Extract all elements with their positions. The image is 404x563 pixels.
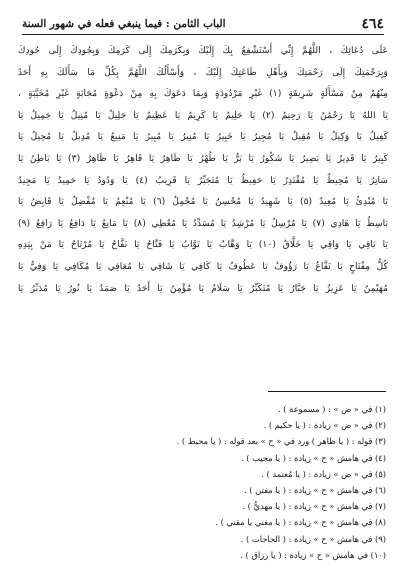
page-header [22, 14, 384, 35]
footnote: (٥) في « ض » زيادة : ( يا مُعتمد ) . [261, 468, 386, 479]
footnote: (٧) في هامش « ح » زيادة : ( يا مهديُّ ) . [242, 501, 386, 512]
footnote: (٦) في هامش « ح » زيادة : ( يا مفتن ) . [243, 484, 386, 495]
footnote: (١٠) في هامش « ح » زيادة : ( يا رزاق ) . [240, 549, 386, 560]
footnote: (٨) في هامش « ح » زيادة : ( يا مغني يا مقني ) . [215, 517, 386, 528]
footnote: (٢) في « ض » زيادة : ( يا حكيم ) . [263, 420, 386, 431]
footnote: (١) في « ض » : ( مسموعة ) . [278, 404, 386, 414]
footnote: (٩) في هامش « ح » زيادة : ( الحاجات ) . [240, 533, 386, 544]
text-line: يَا مُبْدِئُ يَا مُعِيدُ (٥) يَا شَهِيدُ يَا مُحْسِنُ يَا مُجْمِلُ (٦) يَا مُنْعِمُ يَا مُفْضِلُ يَا قَابِضُ يَا [18, 196, 388, 208]
chapter-title: الباب الثامن : فيما ينبغي فعله في شهور السنة [22, 18, 226, 30]
footnote-divider [268, 391, 386, 392]
text-line: مُهَيْمِنُ يَا عَزِيزُ يَا جَبَّارُ يَا مُتَكَبِّرُ يَا سَلَامُ يَا مُؤْمِنُ يَا أَحَدُ يَا صَمَدُ يَا نُورُ يَا مُدَبِّرُ يَا [18, 282, 388, 294]
text-line: يَا اللهُ يَا رَحْمَٰنُ يَا رَحِيمُ (٢) يَا حَلِيمُ يَا كَرِيمُ يَا عَظِيمُ يَا جَلِيلُ يَا مُنِيلُ يَا جَمِيلُ يَا [18, 109, 388, 121]
footnotes [70, 401, 386, 563]
text-line: عَلَى دُعَائِكَ ، اللَّهُمَّ إِنِّي أَسْتَشْفِعُ بِكَ إِلَيْكَ وَبِكَرَمِكَ إِلَى كَرَمِكَ وَبِجُودِكَ إِلَى جُودِكَ [18, 45, 388, 56]
text-line: وَبِرَحْمَتِكَ إِلَى رَحْمَتِكَ وَبِأَهْلِ طَاعَتِكَ إِلَيْكَ ، وَأَسْأَلُكَ اللَّهُمَّ بِكُلِّ مَا سَأَلَكَ بِهِ أَحَدٌ [18, 66, 388, 78]
footnote: (٣) قوله : ( يا ظاهر ) ورد في « ح » بعد قوله : ( يا محيط ) . [176, 436, 386, 447]
text-line: مِنْهُمْ مِنْ مَسْأَلَةٍ شَرِيفَةٍ (١) غَيْرِ مَرْدُودَةٍ وَبِمَا دَعَوكَ بِهِ مِنْ دَعْوَةٍ مُجَابَةٍ غَيْرِ مُخَيَّبَةٍ ، [18, 88, 388, 100]
text-line: كَبِيرُ يَا قَدِيرُ يَا بَصِيرُ يَا شَكُورُ يَا بَرُّ يَا طُهْرُ يَا طَاهِرُ يَا قَاهِرُ يَا ظَاهِرُ (٣) يَا بَاطِنُ يَا [18, 152, 388, 164]
text-line: يَا بَاقِي يَا وَاقِي يَا خَلَّاقُ (١٠) يَا وَهَّابُ يَا تَوَّابُ يَا فَتَّاحُ يَا نَفَّاحُ يَا مُرْتَاحُ يَا مَنْ بِيَدِهِ [18, 239, 388, 251]
text-line: بَاسِطُ يَا هَادِي (٧) يَا مُرْسِلُ يَا مُرْشِدُ يَا مُسَدِّدُ يَا مُعْطِي (٨) يَا مَانِعُ يَا دَافِعُ يَا رَافِعُ (٩) [18, 217, 388, 229]
text-line: سَاتِرُ يَا مُحِيطُ يَا مُقْتَدِرُ يَا حَفِيظُ يَا مُتَجَبِّرُ يَا قَرِيبُ (٤) يَا وَدُودُ يَا حَمِيدُ يَا مَجِيدُ [18, 174, 388, 186]
text-line: كُلُّ مِفْتَاحٍ يَا نَفَّاعُ يَا رَؤُوفُ يَا عَطُوفُ يَا كَافِي يَا شَافِي يَا مُعَافِي يَا مُكَافِي يَا وَفِيُّ يَا [18, 260, 388, 272]
text-line: كَفِيلُ يَا وَكِيلُ يَا مُقِيلُ يَا مُجِيرُ يَا خَبِيرُ يَا مُنِيرُ يَا مُبِيرُ يَا مَنِيعُ يَا مُدِيلُ يَا مُحِيلُ يَا [18, 131, 388, 143]
footnote: (٤) في هامش « ح » زيادة : ( يا مجيب ) . [241, 452, 386, 463]
main-text [18, 40, 388, 299]
page-number: ٤٦٤ [361, 16, 384, 32]
